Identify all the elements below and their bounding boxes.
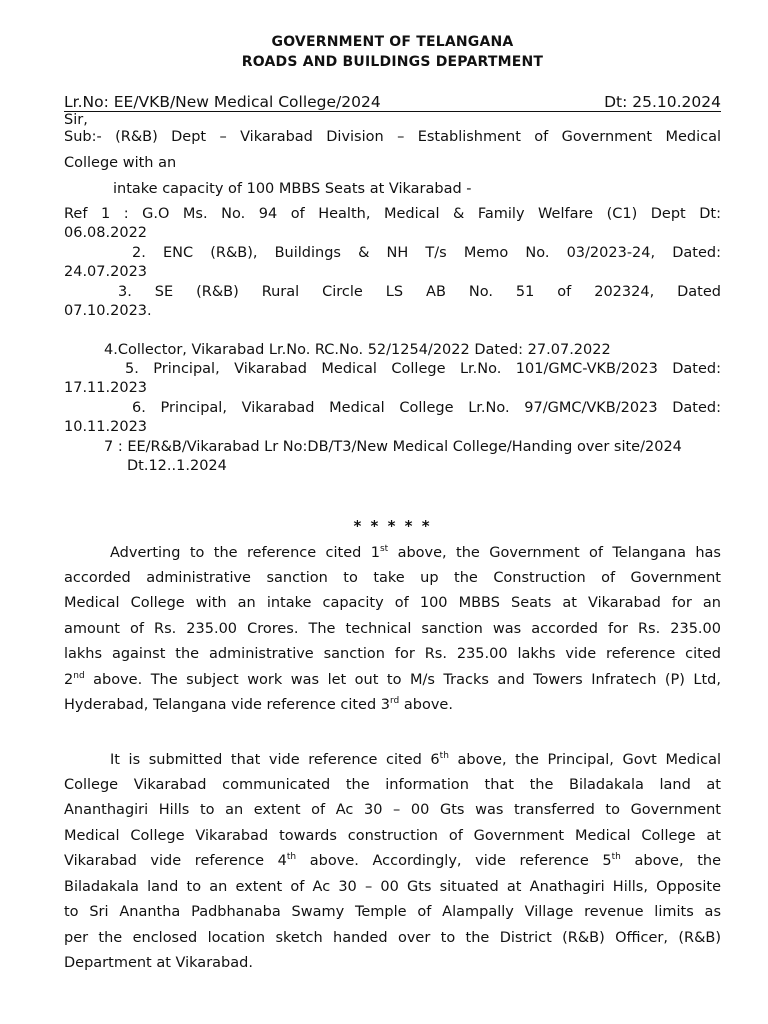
reference-3: 3. SE (R&B) Rural Circle LS AB No. 51 of 202324, Dated <box>118 284 721 300</box>
paragraph-2-line: Department at Vikarabad. <box>64 955 253 971</box>
reference-3-date: 07.10.2023. <box>64 303 152 319</box>
reference-7: 7 : EE/R&B/Vikarabad Lr No:DB/T3/New Medical College/Handing over site/2024 <box>104 439 682 455</box>
reference-5-date: 17.11.2023 <box>64 380 148 396</box>
reference-1-date: 06.08.2022 <box>64 225 148 241</box>
paragraph-2-line: Biladakala land to an extent of Ac 30 – 00 Gts situated at Anathagiri Hills, Opposite <box>64 879 721 895</box>
paragraph-1-line: lakhs against the administrative sanction for Rs. 235.00 lakhs vide reference cited <box>64 646 721 662</box>
paragraph-2-line: Medical College Vikarabad towards construction of Government Medical College at <box>64 828 721 844</box>
letter-page <box>64 0 721 1024</box>
reference-7-date: Dt.12..1.2024 <box>127 458 227 474</box>
subject-line-3: intake capacity of 100 MBBS Seats at Vikarabad - <box>113 181 472 197</box>
paragraph-1-line: 2nd above. The subject work was let out to M/s Tracks and Towers Infratech (P) Ltd, <box>64 671 721 688</box>
paragraph-2-line: per the enclosed location sketch handed over to the District (R&B) Officer, (R&B) <box>64 930 721 946</box>
paragraph-2-line: Ananthagiri Hills to an extent of Ac 30 – 00 Gts was transferred to Government <box>64 802 721 818</box>
paragraph-2-line: Vikarabad vide reference 4th above. Accordingly, vide reference 5th above, the <box>64 852 721 869</box>
reference-1: Ref 1 : G.O Ms. No. 94 of Health, Medical & Family Welfare (C1) Dept Dt: <box>64 206 721 222</box>
subject-line-2: College with an <box>64 155 177 171</box>
reference-number-line <box>64 93 721 112</box>
section-separator: * * * * * <box>353 517 432 535</box>
reference-2: 2. ENC (R&B), Buildings & NH T/s Memo No. 03/2023-24, Dated: <box>132 245 721 261</box>
paragraph-1-line: accorded administrative sanction to take up the Construction of Government <box>64 570 721 586</box>
paragraph-1-line: Adverting to the reference cited 1st above, the Government of Telangana has <box>110 544 721 561</box>
subject-line-1: Sub:- (R&B) Dept – Vikarabad Division – Establishment of Government Medical <box>64 129 721 145</box>
paragraph-1-line: Medical College with an intake capacity of 100 MBBS Seats at Vikarabad for an <box>64 595 721 611</box>
reference-6-date: 10.11.2023 <box>64 419 148 435</box>
reference-2-date: 24.07.2023 <box>64 264 148 280</box>
salutation: Sir, <box>64 112 88 128</box>
reference-6: 6. Principal, Vikarabad Medical College Lr.No. 97/GMC/VKB/2023 Dated: <box>132 400 721 416</box>
paragraph-2-line: It is submitted that vide reference cited 6th above, the Principal, Govt Medical <box>110 751 721 768</box>
paragraph-1-line: Hyderabad, Telangana vide reference cited 3rd above. <box>64 696 453 713</box>
paragraph-2-line: College Vikarabad communicated the information that the Biladakala land at <box>64 777 721 793</box>
letter-number: Lr.No: EE/VKB/New Medical College/2024 <box>64 93 381 111</box>
letterhead-government: GOVERNMENT OF TELANGANA <box>271 34 514 50</box>
letterhead-department: ROADS AND BUILDINGS DEPARTMENT <box>241 54 544 70</box>
letter-date: Dt: 25.10.2024 <box>604 93 721 111</box>
reference-4: 4.Collector, Vikarabad Lr.No. RC.No. 52/1254/2022 Dated: 27.07.2022 <box>104 342 611 358</box>
paragraph-2-line: to Sri Anantha Padbhanaba Swamy Temple of Alampally Village revenue limits as <box>64 904 721 920</box>
reference-5: 5. Principal, Vikarabad Medical College Lr.No. 101/GMC-VKB/2023 Dated: <box>125 361 721 377</box>
paragraph-1-line: amount of Rs. 235.00 Crores. The technical sanction was accorded for Rs. 235.00 <box>64 621 721 637</box>
